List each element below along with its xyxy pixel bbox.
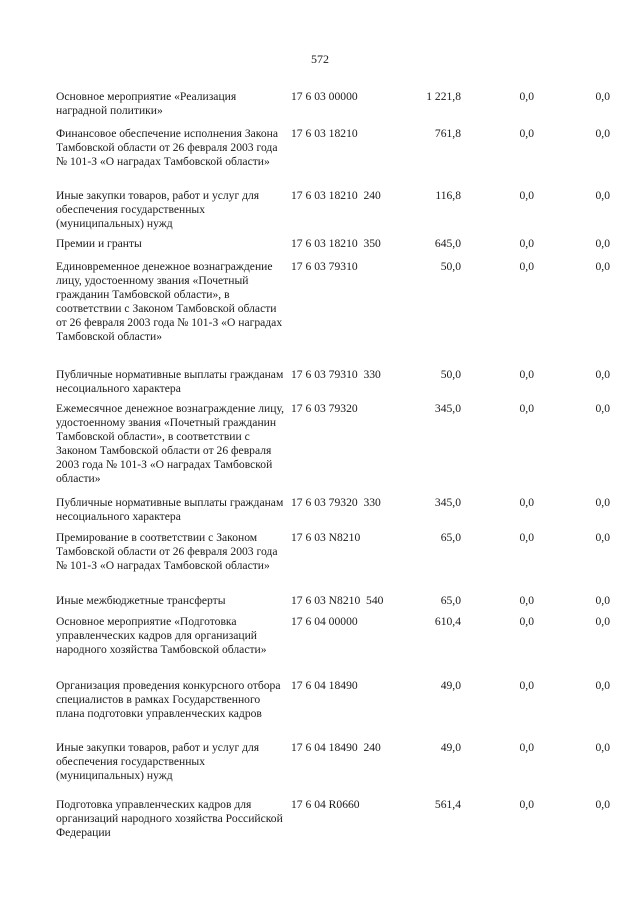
- row-name: Основное мероприятие «Подготовка управленческих кадров для организаций народного хозяйства Тамбовской области»: [56, 615, 267, 656]
- row-name: Подготовка управленческих кадров для организаций народного хозяйства Российской Федерации: [56, 798, 283, 839]
- row-value-1: 0,0: [519, 368, 534, 381]
- row-name: Публичные нормативные выплаты гражданам несоциального характера: [56, 368, 284, 395]
- row-value-2: 0,0: [595, 260, 610, 273]
- row-name: Публичные нормативные выплаты гражданам несоциального характера: [56, 496, 284, 523]
- row-amount: 49,0: [440, 741, 461, 754]
- row-code: 17 6 04 R0660: [291, 798, 360, 811]
- row-amount: 65,0: [440, 594, 461, 607]
- row-value-2: 0,0: [595, 679, 610, 692]
- row-amount: 50,0: [440, 260, 461, 273]
- row-name: Финансовое обеспечение исполнения Закона Тамбовской области от 26 февраля 2003 года № 101-З «О наградах Тамбовской области»: [56, 127, 278, 168]
- row-value-1: 0,0: [519, 90, 534, 103]
- table-row: [56, 594, 616, 615]
- row-value-2: 0,0: [595, 402, 610, 415]
- budget-table: [56, 90, 616, 846]
- row-amount: 345,0: [434, 496, 461, 509]
- row-code: 17 6 03 79320: [291, 402, 358, 415]
- table-row: [56, 368, 616, 402]
- row-amount: 50,0: [440, 368, 461, 381]
- row-amount: 65,0: [440, 531, 461, 544]
- row-value-1: 0,0: [519, 615, 534, 628]
- row-code: 17 6 03 18210: [291, 127, 358, 140]
- row-value-2: 0,0: [595, 496, 610, 509]
- row-name: Премии и гранты: [56, 237, 142, 250]
- row-value-2: 0,0: [595, 189, 610, 202]
- row-amount: 345,0: [434, 402, 461, 415]
- row-amount: 561,4: [434, 798, 461, 811]
- row-value-1: 0,0: [519, 531, 534, 544]
- row-amount: 1 221,8: [426, 90, 461, 103]
- table-row: [56, 189, 616, 237]
- row-code: 17 6 03 N8210: [291, 531, 361, 544]
- row-value-2: 0,0: [595, 798, 610, 811]
- row-name: Ежемесячное денежное вознаграждение лицу, удостоенному звания «Почетный гражданин Тамбовской области», в соответствии с Законом Тамбовской области от 26 февраля 2003 года № 101-З «О наградах Тамбовской области»: [56, 402, 285, 485]
- row-amount: 116,8: [435, 189, 461, 202]
- row-code: 17 6 04 18490: [291, 679, 358, 692]
- table-row: [56, 798, 616, 846]
- row-value-1: 0,0: [519, 260, 534, 273]
- row-amount: 645,0: [434, 237, 461, 250]
- row-value-1: 0,0: [519, 237, 534, 250]
- row-code: 17 6 03 79310 330: [291, 368, 381, 381]
- row-value-2: 0,0: [595, 237, 610, 250]
- row-value-2: 0,0: [595, 531, 610, 544]
- row-value-2: 0,0: [595, 127, 610, 140]
- table-row: [56, 741, 616, 798]
- row-value-1: 0,0: [519, 496, 534, 509]
- table-row: [56, 679, 616, 741]
- row-value-1: 0,0: [519, 679, 534, 692]
- row-name: Иные межбюджетные трансферты: [56, 594, 226, 607]
- row-amount: 761,8: [434, 127, 461, 140]
- row-value-2: 0,0: [595, 594, 610, 607]
- table-row: [56, 237, 616, 260]
- row-value-1: 0,0: [519, 189, 534, 202]
- page-number: 572: [311, 52, 329, 66]
- table-row: [56, 496, 616, 531]
- row-code: 17 6 03 79320 330: [291, 496, 381, 509]
- row-name: Организация проведения конкурсного отбора специалистов в рамках Государственного плана подготовки управленческих кадров: [56, 679, 281, 720]
- row-name: Основное мероприятие «Реализация наградной политики»: [56, 90, 237, 117]
- row-value-2: 0,0: [595, 90, 610, 103]
- row-name: Премирование в соответствии с Законом Тамбовской области от 26 февраля 2003 года № 101-З «О наградах Тамбовской области»: [56, 531, 278, 572]
- row-value-1: 0,0: [519, 741, 534, 754]
- row-code: 17 6 03 18210 350: [291, 237, 381, 250]
- table-row: [56, 402, 616, 496]
- table-row: [56, 615, 616, 679]
- row-value-1: 0,0: [519, 127, 534, 140]
- row-value-1: 0,0: [519, 798, 534, 811]
- row-code: 17 6 03 00000: [291, 90, 358, 103]
- row-code: 17 6 04 18490 240: [291, 741, 381, 754]
- row-value-2: 0,0: [595, 615, 610, 628]
- table-row: [56, 90, 616, 127]
- row-amount: 610,4: [434, 615, 461, 628]
- row-value-1: 0,0: [519, 594, 534, 607]
- row-code: 17 6 03 18210 240: [291, 189, 381, 202]
- table-row: [56, 531, 616, 594]
- row-code: 17 6 04 00000: [291, 615, 358, 628]
- table-row: [56, 127, 616, 189]
- row-name: Иные закупки товаров, работ и услуг для обеспечения государственных (муниципальных) нужд: [56, 189, 260, 230]
- row-code: 17 6 03 N8210 540: [291, 594, 384, 607]
- row-amount: 49,0: [440, 679, 461, 692]
- row-code: 17 6 03 79310: [291, 260, 358, 273]
- row-name: Единовременное денежное вознаграждение лицу, удостоенному звания «Почетный гражданин Тамбовской области», в соответствии с Законом Тамбовской области от 26 февраля 2003 года № 101-З «О наградах Тамбовской области»: [56, 260, 283, 343]
- row-value-2: 0,0: [595, 368, 610, 381]
- row-name: Иные закупки товаров, работ и услуг для обеспечения государственных (муниципальных) нужд: [56, 741, 260, 782]
- table-row: [56, 260, 616, 368]
- row-value-2: 0,0: [595, 741, 610, 754]
- row-value-1: 0,0: [519, 402, 534, 415]
